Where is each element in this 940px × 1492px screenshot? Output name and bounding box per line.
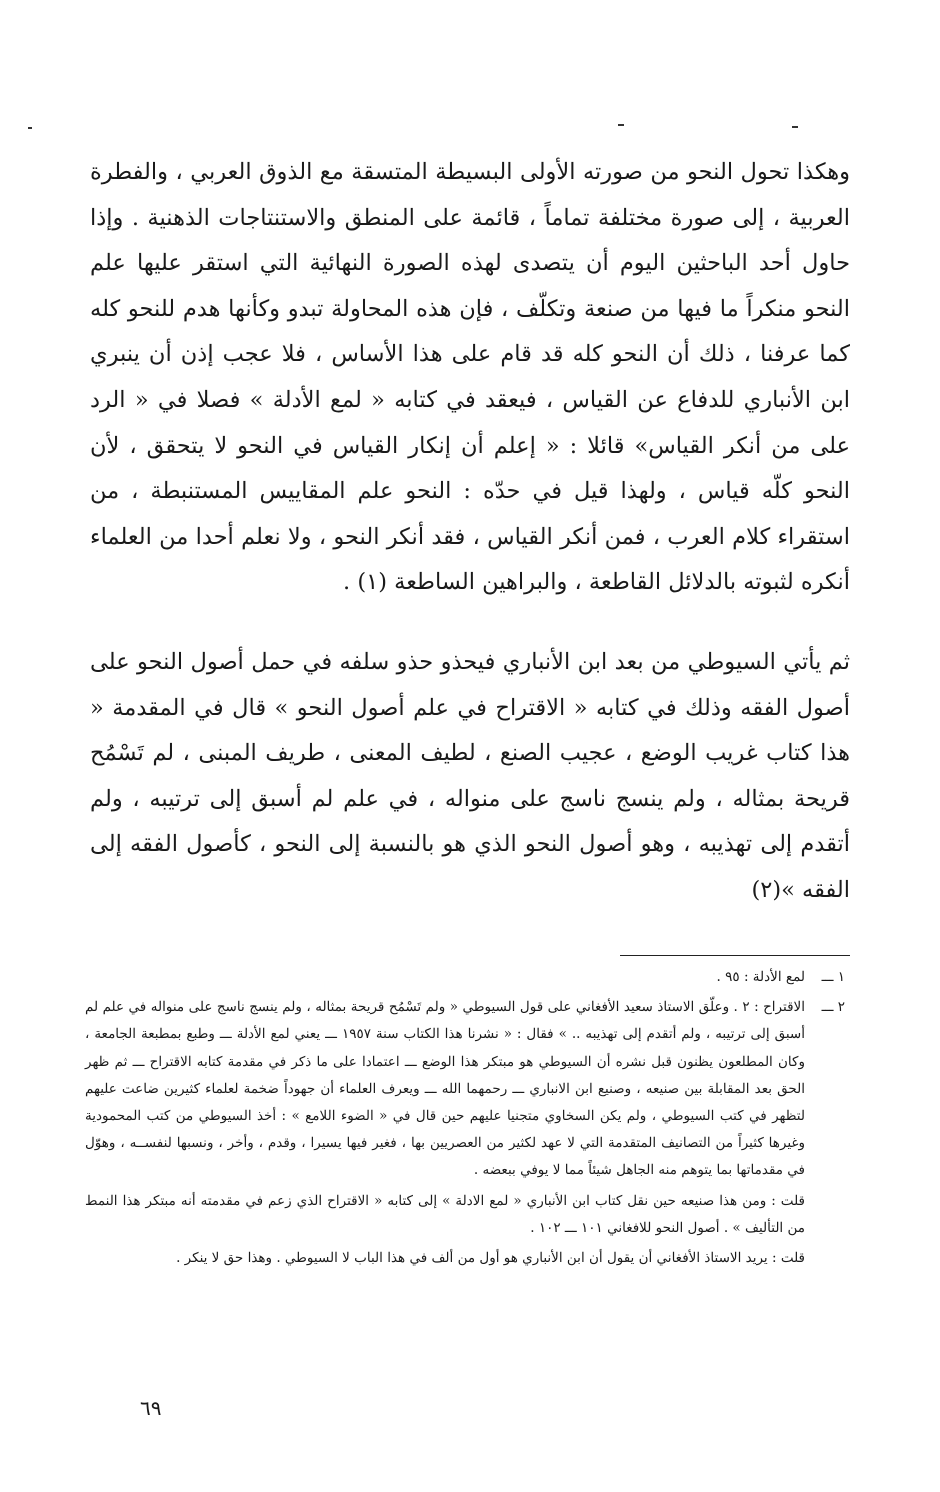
footnote-note-1: قلت : ومن هذا صنيعه حين نقل كتاب ابن الأنباري « لمع الادلة » إلى كتابه « الاقتراح الذي زعم في مقدمته أنه مبتكر هذا النمط من التأليف » . أصول النحو للافغاني ١٠١ ـــ ١٠٢ .: [85, 1192, 805, 1236]
footnote-number: ٢ ـــ: [821, 999, 845, 1016]
body-paragraph-1: [90, 150, 850, 606]
footnote-text: الاقتراح : ٢ . وعلّق الاستاذ سعيد الأفغاني على قول السيوطي « ولم تَسْمُح قريحة بمثاله ، ولم ينسج ناسج على منواله في علم لم أسبق إلى ترتيبه ، ولم أتقدم إلى تهذيبه .. » فقال : « نشرنا هذا الكتاب سنة ١٩٥٧ ـــ يعني لمع الأدلة ـــ وطبع بمطبعة الجامعة ، وكان المطلعون يظنون قبل نشره أن السيوطي هو مبتكر هذا الوضع ـــ اعتمادا على ما ذكر في مقدمة كتابه الاقتراح ـــ ثم ظهر الحق بعد المقابلة بين صنيعه ، وصنيع ابن الانباري ـــ رحمهما الله ـــ ويعرف العلماء أن جهوداً ضخمة لعلماء كثيرين ضاعت عليهم لتظهر في كتب السيوطي ، ولم يكن السخاوي متجنيا عليهم حين قال في « الضوء اللامع » : أخذ السيوطي من كتب المحمودية وغيرها كثيراً من التصانيف المتقدمة التي لا عهد لكثير من العصريين بها ، فغير فيها يسيرا ، وقدم ، وأخر ، ونسبها لنفســه ، وهوّل في مقدماتها بما يتوهم منه الجاهل شيئاً مما لا يوفي ببعضه .: [85, 999, 805, 1179]
scan-speck: [792, 126, 798, 128]
body-paragraph-2: [90, 640, 850, 914]
scan-speck: [28, 127, 32, 129]
footnote-note-2: قلت : يريد الاستاذ الأفغاني أن يقول أن ابن الأنباري هو أول من ألف في هذا الباب لا السيوطي . وهذا حق لا ينكر .: [176, 1250, 805, 1267]
page-number: ٦٩: [140, 1396, 162, 1420]
footnote-2: [85, 994, 845, 1184]
footnote-text: لمع الأدلة : ٩٥ .: [716, 969, 805, 985]
paragraph-text: ثم يأتي السيوطي من بعد ابن الأنباري فيحذو حذو سلفه في حمل أصول النحو على أصول الفقه وذلك في كتابه « الاقتراح في علم أصول النحو » قال في المقدمة « هذا كتاب غريب الوضع ، عجيب الصنع ، لطيف المعنى ، طريف المبنى ، لم تَسْمُح قريحة بمثاله ، ولم ينسج ناسج على منواله ، في علم لم أسبق إلى ترتيبه ، ولم أتقدم إلى تهذيبه ، وهو أصول النحو الذي هو بالنسبة إلى النحو ، كأصول الفقه إلى الفقه »(٢): [90, 649, 850, 903]
paragraph-text: وهكذا تحول النحو من صورته الأولى البسيطة المتسقة مع الذوق العربي ، والفطرة العربية ، إلى صورة مختلفة تماماً ، قائمة على المنطق والاستنتاجات الذهنية . وإذا حاول أحد الباحثين اليوم أن يتصدى لهذه الصورة النهائية التي استقر عليها علم النحو منكراً ما فيها من صنعة وتكلّف ، فإن هذه المحاولة تبدو وكأنها هدم للنحو كله كما عرفنا ، ذلك أن النحو كله قد قام على هذا الأساس ، فلا عجب إذن أن ينبري ابن الأنباري للدفاع عن القياس ، فيعقد في كتابه « لمع الأدلة » فصلا في « الرد على من أنكر القياس» قائلا : « إعلم أن إنكار القياس في النحو لا يتحقق ، لأن النحو كلّه قياس ، ولهذا قيل في حدّه : النحو علم المقاييس المستنبطة ، من استقراء كلام العرب ، فمن أنكر القياس ، فقد أنكر النحو ، ولا نعلم أحدا من العلماء أنكره لثبوته بالدلائل القاطعة ، والبراهين الساطعة (١) .: [90, 159, 850, 596]
footnote-separator: [620, 955, 850, 956]
footnote-1: [85, 964, 845, 991]
footnote-number: ١ ـــ: [821, 969, 845, 985]
footnotes-section: [85, 964, 845, 1275]
scan-speck: [618, 124, 624, 126]
